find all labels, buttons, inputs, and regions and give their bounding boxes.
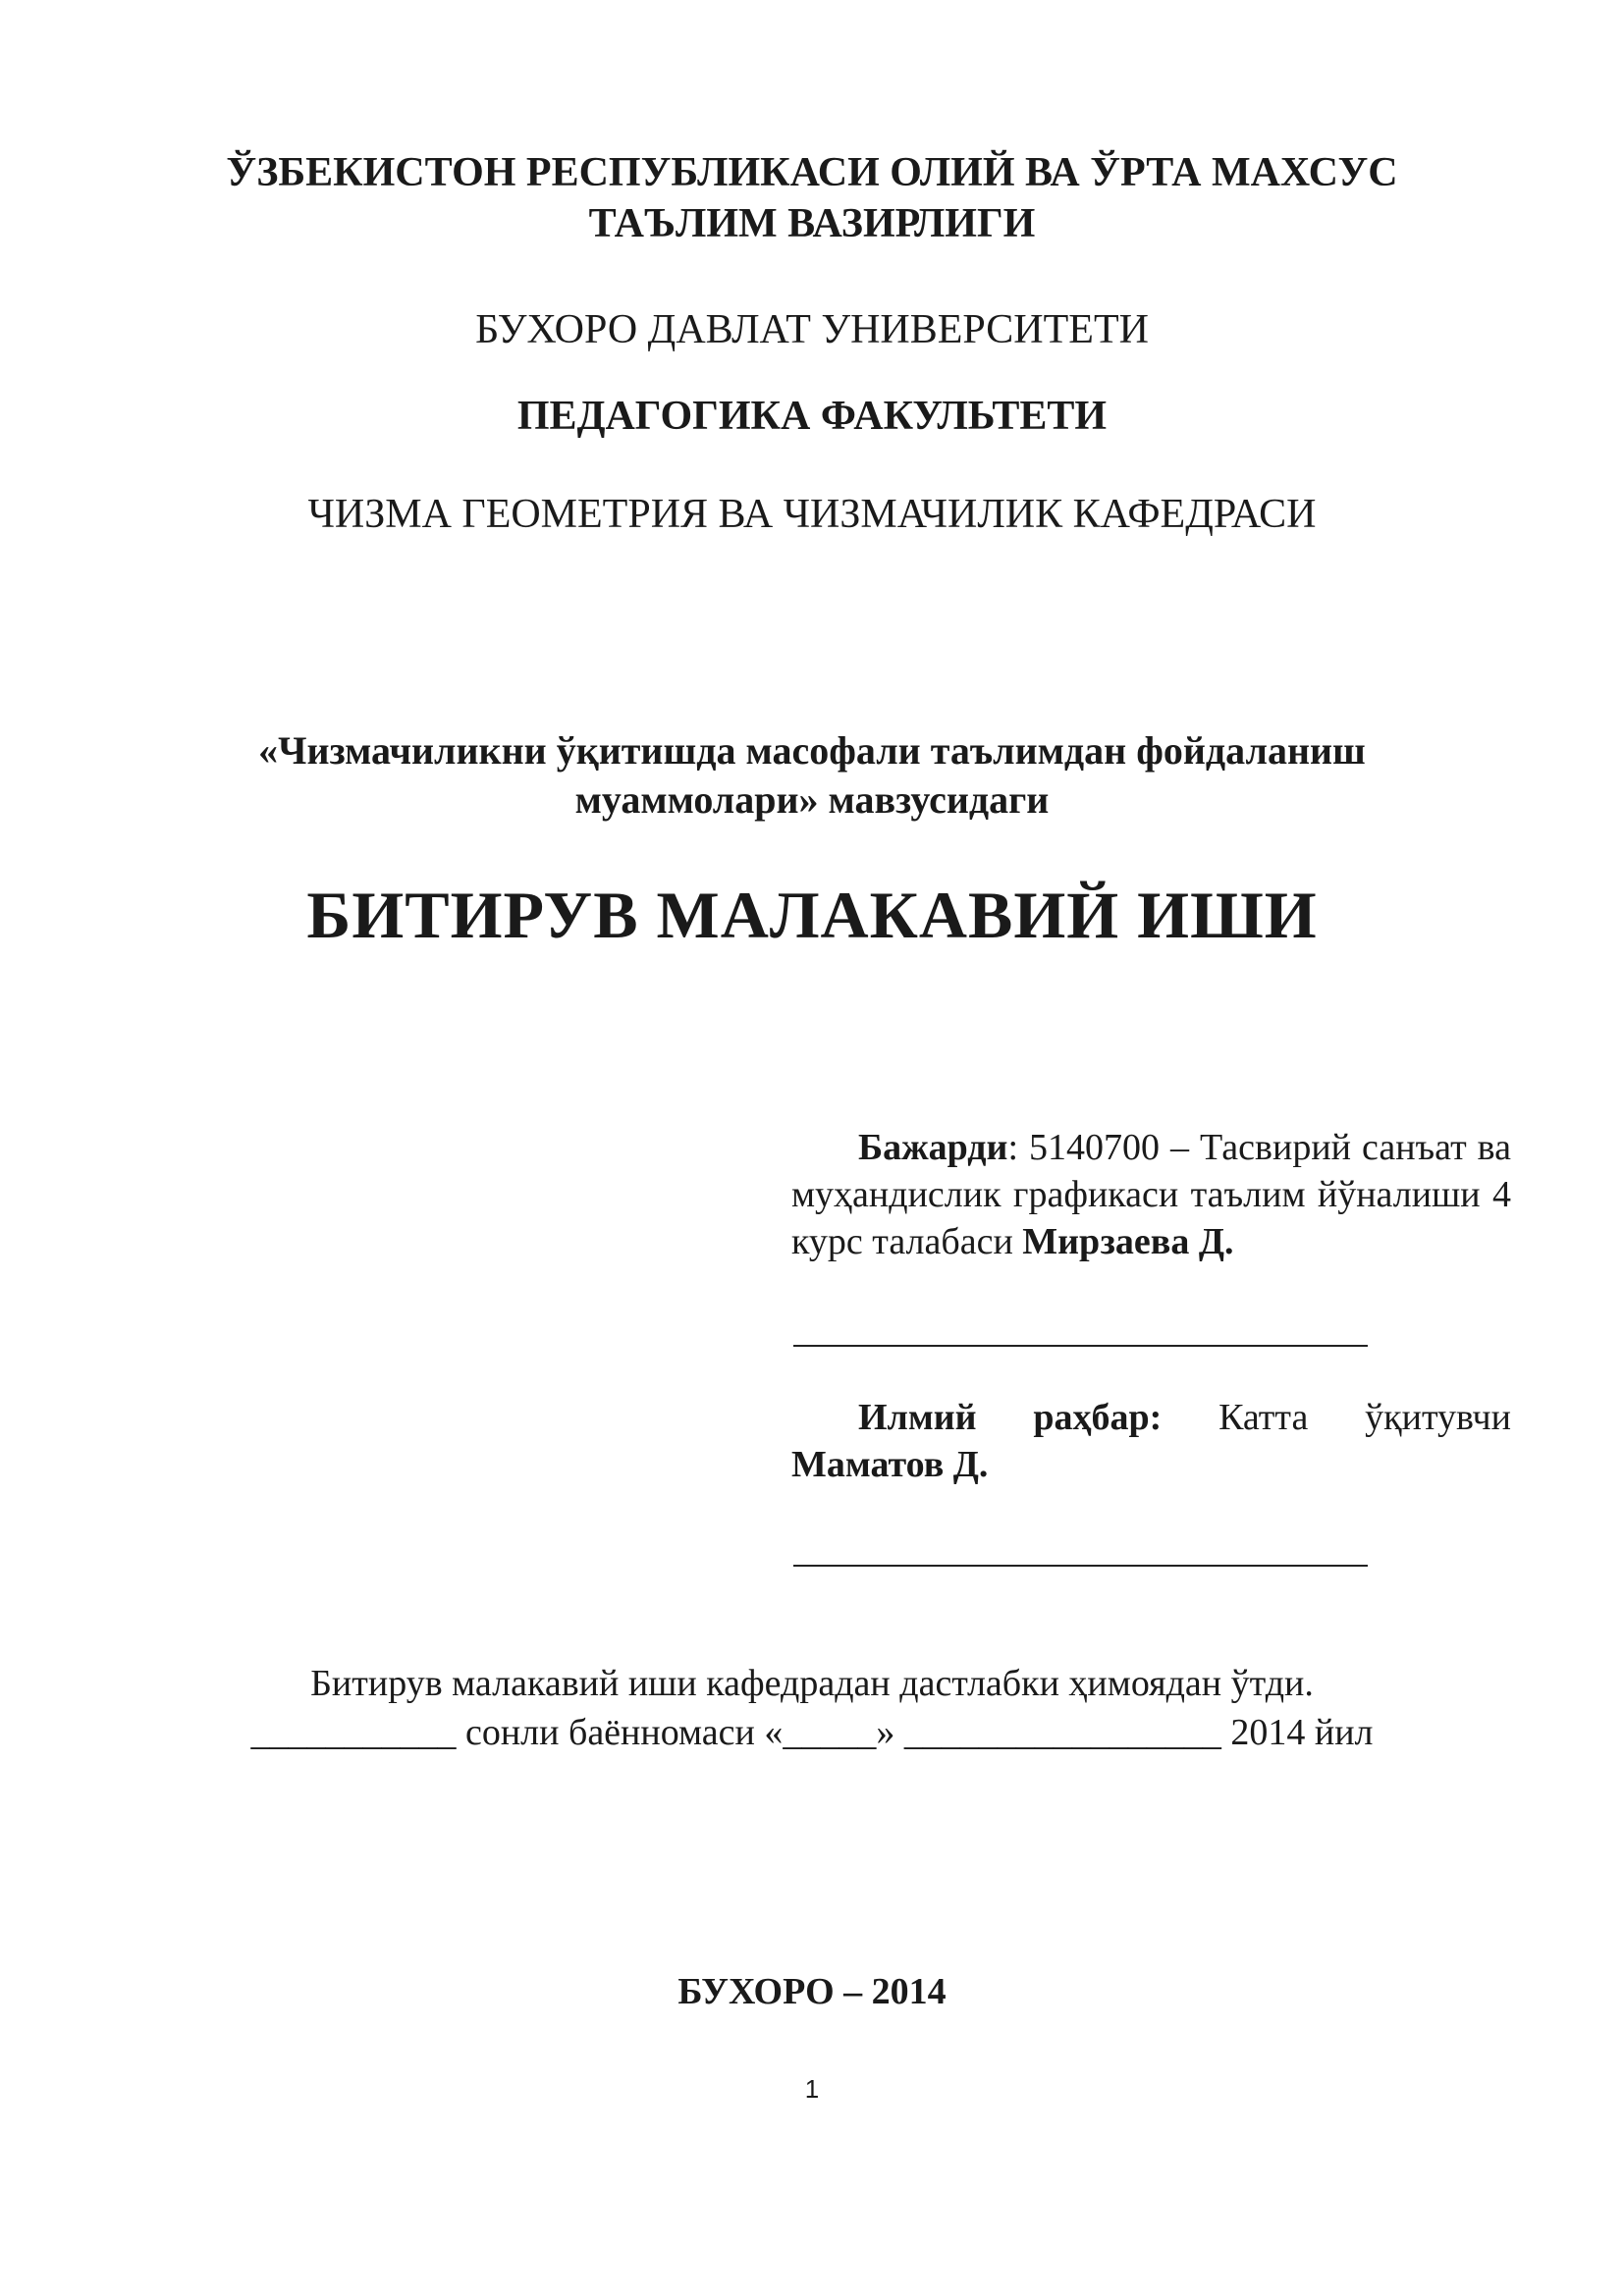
student-info bbox=[791, 1124, 1511, 1265]
ministry-line-2: ТАЪЛИМ ВАЗИРЛИГИ bbox=[588, 201, 1036, 246]
defense-line-2: ___________ сонли баённомаси «_____» _________________ 2014 йил bbox=[250, 1712, 1374, 1753]
university-name: БУХОРО ДАВЛАТ УНИВЕРСИТЕТИ bbox=[475, 307, 1149, 352]
thesis-topic bbox=[0, 726, 1624, 825]
student-label: Бажарди bbox=[858, 1127, 1008, 1168]
supervisor-name: Маматов Д. bbox=[791, 1444, 989, 1485]
supervisor-label: Илмий раҳбар: bbox=[858, 1397, 1163, 1438]
supervisor-signature-line bbox=[793, 1565, 1368, 1567]
student-signature-line bbox=[793, 1345, 1368, 1347]
supervisor-position: Катта ўқитувчи bbox=[1162, 1397, 1511, 1438]
defense-note bbox=[0, 1659, 1624, 1757]
thesis-topic-line-1: «Чизмачиликни ўқитишда масофали таълимдан фойдаланиш bbox=[258, 728, 1366, 773]
supervisor-info bbox=[791, 1394, 1511, 1488]
department-name: ЧИЗМА ГЕОМЕТРИЯ ВА ЧИЗМАЧИЛИК КАФЕДРАСИ bbox=[307, 492, 1317, 537]
student-description: 5140700 – Тасвирий санъат ва муҳандислик графикаси таълим йўналиши 4 курс талабаси bbox=[791, 1127, 1511, 1262]
student-name: Мирзаева Д. bbox=[1022, 1221, 1234, 1262]
faculty-name: ПЕДАГОГИКА ФАКУЛЬТЕТИ bbox=[516, 394, 1108, 439]
page-number: 1 bbox=[804, 2074, 820, 2104]
student-label-colon: : bbox=[1007, 1127, 1018, 1168]
defense-line-1: Битирув малакавий иши кафедрадан дастлабки ҳимоядан ўтди. bbox=[310, 1663, 1314, 1704]
ministry-heading bbox=[0, 147, 1624, 249]
city-year: БУХОРО – 2014 bbox=[677, 1971, 947, 2012]
work-title: БИТИРУВ МАЛАКАВИЙ ИШИ bbox=[306, 878, 1318, 952]
ministry-line-1: ЎЗБЕКИСТОН РЕСПУБЛИКАСИ ОЛИЙ ВА ЎРТА МАХСУС bbox=[226, 150, 1398, 195]
thesis-topic-line-2: муаммолари» мавзусидаги bbox=[574, 777, 1050, 822]
